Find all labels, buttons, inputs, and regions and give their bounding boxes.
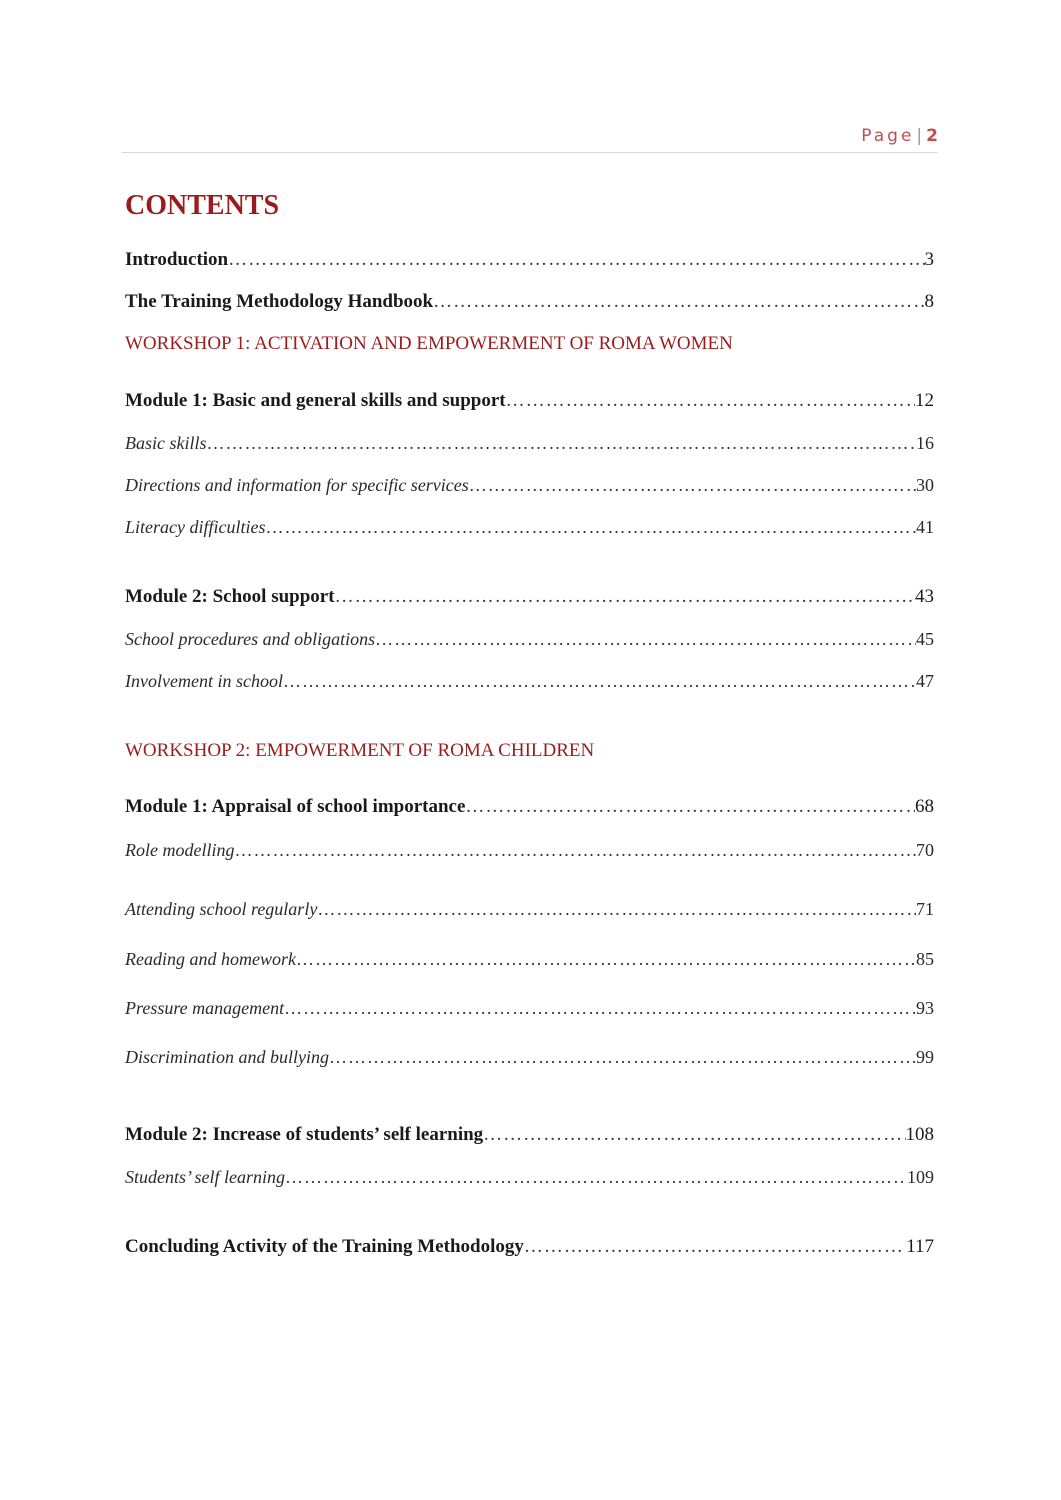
leader-dots (506, 389, 915, 413)
leader-dots (375, 627, 916, 651)
toc-entry-self-learning[interactable] (125, 1165, 934, 1189)
toc-entry-page: 41 (916, 517, 934, 537)
toc-entry-label: Module 2: Increase of students’ self learning (125, 1124, 484, 1145)
workshop-1-heading: WORKSHOP 1: ACTIVATION AND EMPOWERMENT OF ROMA WOMEN (125, 333, 733, 354)
toc-entry-label: Discrimination and bullying (125, 1047, 329, 1067)
toc-entry-page: 108 (905, 1124, 934, 1145)
toc-entry-attending-school[interactable] (125, 897, 934, 921)
toc-entry-w2-module-1[interactable] (125, 795, 934, 819)
toc-entry-page: 117 (906, 1236, 934, 1257)
workshop-2-heading: WORKSHOP 2: EMPOWERMENT OF ROMA CHILDREN (125, 740, 595, 761)
leader-dots (296, 947, 916, 971)
page-indicator (861, 126, 938, 146)
toc-entry-label: School procedures and obligations (125, 629, 376, 649)
toc-entry-page: 93 (916, 998, 934, 1018)
toc-entry-pressure-management[interactable] (125, 996, 934, 1020)
toc-entry-school-procedures[interactable] (125, 627, 934, 651)
leader-dots (207, 431, 917, 455)
toc-entry-page: 85 (916, 949, 934, 969)
toc-entry-page: 68 (915, 796, 934, 817)
toc-entry-w2-module-2[interactable] (125, 1123, 934, 1147)
leader-dots (469, 473, 916, 497)
toc-entry-page: 8 (924, 291, 934, 312)
leader-dots (524, 1235, 906, 1259)
leader-dots (335, 585, 915, 609)
toc-entry-handbook[interactable] (125, 290, 934, 314)
toc-entry-page: 16 (916, 433, 934, 453)
toc-entry-label: Basic skills (125, 433, 207, 453)
page-label: Page (861, 126, 915, 146)
toc-entry-label: Reading and homework (125, 949, 296, 969)
page-number: 2 (926, 126, 938, 146)
toc-entry-w1-module-2[interactable] (125, 585, 934, 609)
toc-entry-introduction[interactable] (125, 248, 934, 272)
toc-entry-discrimination[interactable] (125, 1045, 934, 1069)
toc-entry-label: Literacy difficulties (125, 517, 266, 537)
toc-entry-page: 47 (916, 671, 934, 691)
toc-entry-basic-skills[interactable] (125, 431, 934, 455)
toc-entry-label: Role modelling (125, 840, 235, 860)
toc-entry-label: Directions and information for specific services (125, 475, 469, 495)
toc-entry-page: 45 (916, 629, 934, 649)
toc-entry-label: Introduction (125, 249, 229, 270)
leader-dots (284, 996, 916, 1020)
leader-dots (329, 1045, 916, 1069)
toc-entry-reading-homework[interactable] (125, 947, 934, 971)
toc-entry-page: 12 (915, 390, 934, 411)
leader-dots (483, 1123, 905, 1147)
toc-entry-role-modelling[interactable] (125, 838, 934, 862)
toc-entry-label: Students’ self learning (125, 1167, 285, 1187)
leader-dots (283, 669, 916, 693)
contents-title: CONTENTS (125, 190, 280, 221)
leader-dots (228, 248, 924, 272)
toc-entry-directions[interactable] (125, 473, 934, 497)
toc-entry-label: Involvement in school (125, 671, 283, 691)
leader-dots (265, 515, 916, 539)
leader-dots (433, 290, 924, 314)
toc-entry-label: Module 2: School support (125, 586, 335, 607)
toc-entry-page: 70 (916, 840, 934, 860)
toc-entry-involvement[interactable] (125, 669, 934, 693)
toc-entry-label: Attending school regularly (125, 899, 318, 919)
toc-entry-page: 109 (907, 1167, 934, 1187)
page-separator: | (916, 126, 923, 146)
toc-entry-literacy[interactable] (125, 515, 934, 539)
toc-entry-label: Concluding Activity of the Training Methodology (125, 1236, 524, 1257)
leader-dots (234, 838, 916, 862)
toc-entry-w1-module-1[interactable] (125, 389, 934, 413)
toc-entry-page: 99 (916, 1047, 934, 1067)
toc-entry-page: 71 (916, 899, 934, 919)
toc-entry-label: The Training Methodology Handbook (125, 291, 434, 312)
toc-entry-page: 43 (915, 586, 934, 607)
toc-entry-concluding-activity[interactable] (125, 1235, 934, 1259)
leader-dots (317, 897, 916, 921)
leader-dots (465, 795, 915, 819)
toc-entry-page: 3 (924, 249, 934, 270)
leader-dots (285, 1165, 907, 1189)
toc-entry-label: Module 1: Basic and general skills and support (125, 390, 506, 411)
toc-entry-label: Module 1: Appraisal of school importance (125, 796, 466, 817)
page-header (122, 126, 938, 153)
toc-entry-label: Pressure management (125, 998, 285, 1018)
toc-entry-page: 30 (916, 475, 934, 495)
